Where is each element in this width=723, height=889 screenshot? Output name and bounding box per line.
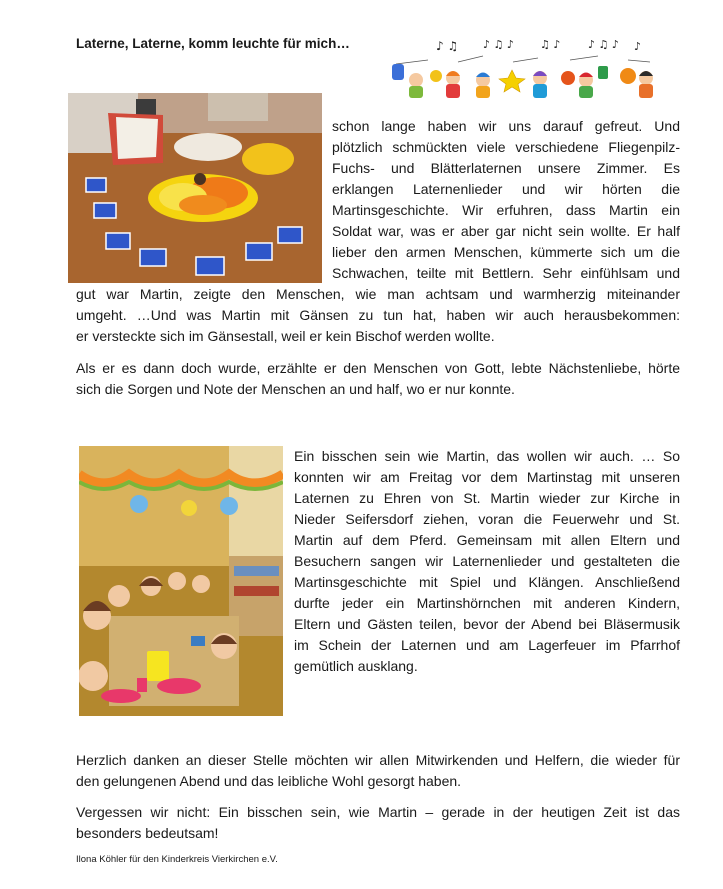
text-line: Eltern und Gästen teilen, bevor der Abend bei Bläsermusik xyxy=(294,616,680,632)
thanks-paragraph xyxy=(76,750,680,792)
lantern-parade-illustration xyxy=(388,36,660,102)
text-line: konnten wir am Freitag vor dem Martinstag mit unseren xyxy=(294,469,680,485)
text-line: Martin auf dem Pferd. Gemeinsam mit allen Eltern und xyxy=(294,532,680,548)
text-line: er versteckte sich im Gänsestall, weil er kein Bischof werden wollte. xyxy=(76,328,495,344)
children-figures xyxy=(409,71,653,98)
section2-text xyxy=(294,446,680,677)
text-line: plötzlich schmückten viele verschiedene Fliegenpilz- xyxy=(332,139,680,155)
music-notes-icon xyxy=(436,38,641,53)
text-line: Fuchs- und Blätterlaternen unsere Zimmer. Es xyxy=(332,160,680,176)
svg-text:♪ ♫: ♪ ♫ xyxy=(436,39,459,53)
section1-full-text xyxy=(76,284,680,347)
text-line: Nieder Seifersdorf ziehen, voran die Feuerwehr und St. xyxy=(294,511,680,527)
text-line: Soldat war, was er aber gar nicht sein wollte. Er half xyxy=(332,223,680,239)
svg-text:♪ ♫ ♪: ♪ ♫ ♪ xyxy=(483,38,514,51)
svg-text:♪: ♪ xyxy=(634,40,642,53)
text-line: erklangen Laternenlieder und wir hörten die xyxy=(332,181,680,197)
author-footer: Ilona Köhler für den Kinderkreis Vierkirchen e.V. xyxy=(76,854,278,865)
text-line: Besuchern sangen wir Laternenlieder und gestalteten die xyxy=(294,553,680,569)
text-line: sich die Sorgen und Note der Menschen an und half, wo er nur konnte. xyxy=(76,381,515,397)
text-line: Martinsgeschichte mit Spiel und Klängen. Anschließend xyxy=(294,574,680,590)
text-line: gemütlich ausklang. xyxy=(294,658,418,674)
text-line: im Schein der Laternen und am Lagerfeuer im Pfarrhof xyxy=(294,637,680,653)
text-line: schon lange haben wir uns darauf gefreut. Und xyxy=(332,118,680,134)
svg-text:♫ ♪: ♫ ♪ xyxy=(540,38,561,51)
text-line: den gelungenen Abend und das leibliche Wohl gesorgt haben. xyxy=(76,773,462,789)
text-line: lieber den armen Menschen, kümmerte sich um die xyxy=(332,244,680,260)
text-line: umgeht. …Und was Martin mit Gänsen zu tun hat, haben wir auch herausbekommen: xyxy=(76,307,680,323)
photo-floor-circle xyxy=(68,93,322,283)
text-line: durfte jeder ein Martinshörnchen mit anderen Kindern, xyxy=(294,595,680,611)
svg-text:♪ ♫ ♪: ♪ ♫ ♪ xyxy=(588,38,619,51)
text-line: Schwachen, teilte mit Bettlern. Sehr einfühlsam und xyxy=(332,265,680,281)
text-line: Martinsgeschichte. Wir erfuhren, dass Martin ein xyxy=(332,202,680,218)
text-line: Ein bisschen sein wie Martin, das wollen wir auch. … So xyxy=(294,448,680,464)
text-line: Vergessen wir nicht: Ein bisschen sein, wie Martin – gerade in der heutigen Zeit ist das xyxy=(76,804,680,820)
closing-paragraph xyxy=(76,802,680,844)
section1-right-text xyxy=(332,116,680,284)
text-line: besonders bedeutsam! xyxy=(76,825,219,841)
text-line: gut war Martin, zeigte den Menschen, wie man achtsam und warmherzig miteinander xyxy=(76,286,680,302)
section1-paragraph2 xyxy=(76,358,680,400)
text-line: Laternen zu Ehren von St. Martin wieder zur Kirche in xyxy=(294,490,680,506)
text-line: Herzlich danken an dieser Stelle möchten wir allen Mitwirkenden und Helfern, die wieder für xyxy=(76,752,680,768)
page-title: Laterne, Laterne, komm leuchte für mich… xyxy=(76,36,350,51)
photo-children-table xyxy=(79,446,283,716)
text-line: Als er es dann doch wurde, erzählte er den Menschen von Gott, lebte Nächstenliebe, hörte xyxy=(76,360,680,376)
